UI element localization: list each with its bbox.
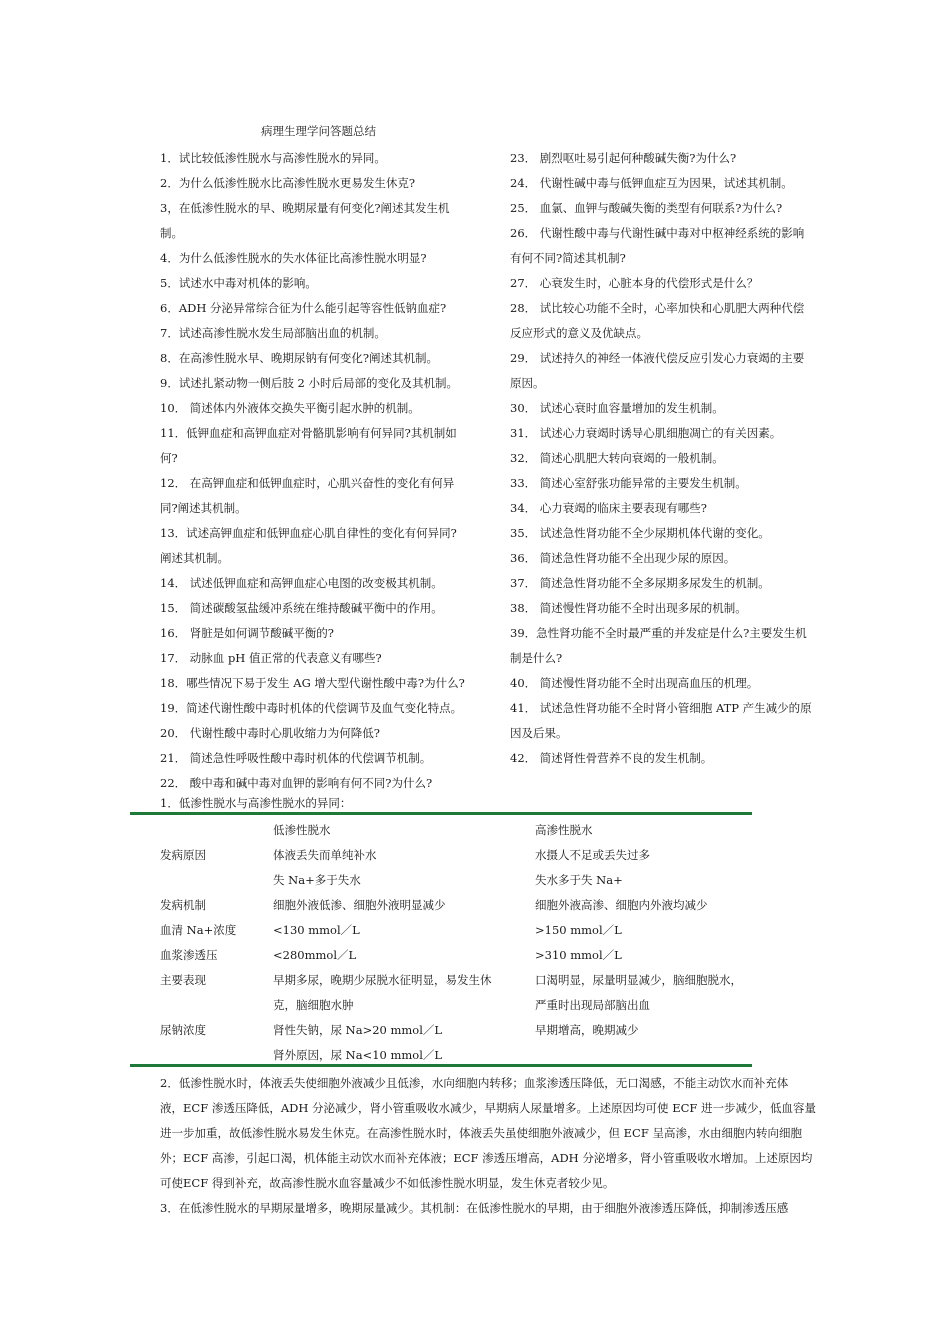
question-line: 7．试述高渗性脱水发生局部脑出血的机制。 bbox=[160, 326, 386, 340]
question-line: 29． 试述持久的神经一体液代偿反应引发心力衰竭的主要 bbox=[510, 351, 805, 365]
table-cell: 肾性失钠，尿 Na>20 mmol／L bbox=[273, 1023, 443, 1037]
table-cell: 失 Na+多于失水 bbox=[273, 873, 361, 887]
question-line: 38． 简述慢性肾功能不全时出现多尿的机制。 bbox=[510, 601, 747, 615]
question-line: 2．为什么低渗性脱水比高渗性脱水更易发生休克? bbox=[160, 176, 415, 190]
question-line: 制。 bbox=[160, 226, 183, 240]
question-line: 35． 试述急性肾功能不全少尿期机体代谢的变化。 bbox=[510, 526, 770, 540]
question-line: 25． 血氯、血钾与酸碱失衡的类型有何联系?为什么? bbox=[510, 201, 783, 215]
question-line: 9．试述扎紧动物一侧后肢 2 小时后局部的变化及其机制。 bbox=[160, 376, 458, 390]
paragraph-line: 3．在低渗性脱水的早期尿量增多，晚期尿量减少。其机制：在低渗性脱水的早期，由于细胞外液渗透压降低，抑制渗透压感 bbox=[160, 1201, 789, 1215]
question-line: 8．在高渗性脱水早、晚期尿钠有何变化?阐述其机制。 bbox=[160, 351, 438, 365]
table-cell: 严重时出现局部脑出血 bbox=[535, 998, 650, 1012]
table-cell: >150 mmol／L bbox=[535, 923, 622, 937]
header-cell: 高渗性脱水 bbox=[535, 823, 593, 837]
question-line: 5．试述水中毒对机体的影响。 bbox=[160, 276, 317, 290]
table-top-rule bbox=[130, 812, 752, 815]
question-line: 阐述其机制。 bbox=[160, 551, 229, 565]
table-cell: 发病机制 bbox=[160, 898, 206, 912]
table-cell: 尿钠浓度 bbox=[160, 1023, 206, 1037]
question-line: 39．急性肾功能不全时最严重的并发症是什么?主要发生机 bbox=[510, 626, 807, 640]
paragraph-line: 外；ECF 高渗，引起口渴，机体能主动饮水而补充体液；ECF 渗透压增高，ADH 分泌增多，肾小管重吸收水增加。上述原因均 bbox=[160, 1151, 813, 1165]
table-cell: 肾外原因，尿 Na<10 mmol／L bbox=[273, 1048, 443, 1062]
table-cell: 失水多于失 Na+ bbox=[535, 873, 623, 887]
question-line: 有何不同?简述其机制? bbox=[510, 251, 626, 265]
question-line: 24． 代谢性碱中毒与低钾血症互为因果，试述其机制。 bbox=[510, 176, 793, 190]
question-line: 15． 简述碳酸氢盐缓冲系统在维持酸碱平衡中的作用。 bbox=[160, 601, 443, 615]
table-cell: 血浆渗透压 bbox=[160, 948, 218, 962]
paragraph-line: 可使ECF 得到补充，故高渗性脱水血容量减少不如低渗性脱水明显，发生休克者较少见。 bbox=[160, 1176, 615, 1190]
question-line: 37． 简述急性肾功能不全多尿期多尿发生的机制。 bbox=[510, 576, 770, 590]
paragraph-line: 液，ECF 渗透压降低，ADH 分泌减少，肾小管重吸收水减少，早期病人尿量增多。上述原因均可使 ECF 进一步减少，低血容量 bbox=[160, 1101, 817, 1115]
question-line: 10． 简述体内外液体交换失平衡引起水肿的机制。 bbox=[160, 401, 420, 415]
table-cell: 体液丢失而单纯补水 bbox=[273, 848, 377, 862]
question-line: 31． 试述心力衰竭时诱导心肌细胞凋亡的有关因素。 bbox=[510, 426, 782, 440]
question-line: 18．哪些情况下易于发生 AG 增大型代谢性酸中毒?为什么? bbox=[160, 676, 465, 690]
question-line: 28． 试比较心功能不全时，心率加快和心肌肥大两种代偿 bbox=[510, 301, 805, 315]
table-cell: 口渴明显，尿量明显减少，脑细胞脱水， bbox=[535, 973, 742, 987]
paragraph-line: 进一步加重，故低渗性脱水易发生休克。在高渗性脱水时，体液丢失虽使细胞外液减少，但 ECF 呈高渗，水由细胞内转向细胞 bbox=[160, 1126, 802, 1140]
question-line: 12． 在高钾血症和低钾血症时，心肌兴奋性的变化有何异 bbox=[160, 476, 455, 490]
page-title: 病理生理学问答题总结 bbox=[261, 124, 376, 138]
question-line: 19．简述代谢性酸中毒时机体的代偿调节及血气变化特点。 bbox=[160, 701, 463, 715]
table-bottom-rule bbox=[130, 1064, 752, 1067]
answer-2-paragraph bbox=[160, 1071, 817, 1196]
question-line: 22． 酸中毒和碱中毒对血钾的影响有何不同?为什么? bbox=[160, 776, 433, 790]
question-line: 原因。 bbox=[510, 376, 545, 390]
header-cell: 低渗性脱水 bbox=[273, 823, 331, 837]
question-line: 3，在低渗性脱水的早、晚期尿量有何变化?阐述其发生机 bbox=[160, 201, 450, 215]
question-line: 40． 简述慢性肾功能不全时出现高血压的机理。 bbox=[510, 676, 759, 690]
question-line: 反应形式的意义及优缺点。 bbox=[510, 326, 648, 340]
question-line: 1．试比较低渗性脱水与高渗性脱水的异同。 bbox=[160, 151, 386, 165]
question-line: 14． 试述低钾血症和高钾血症心电图的改变极其机制。 bbox=[160, 576, 443, 590]
question-list-left bbox=[160, 146, 465, 796]
question-line: 何? bbox=[160, 451, 178, 465]
table-cell: 血清 Na+浓度 bbox=[160, 923, 237, 937]
question-line: 32． 简述心肌肥大转向衰竭的一般机制。 bbox=[510, 451, 724, 465]
question-line: 34． 心力衰竭的临床主要表现有哪些? bbox=[510, 501, 707, 515]
question-line: 20． 代谢性酸中毒时心肌收缩力为何降低? bbox=[160, 726, 380, 740]
question-line: 27． 心衰发生时，心脏本身的代偿形式是什么？ bbox=[510, 276, 759, 290]
question-line: 23． 剧烈呕吐易引起何种酸碱失衡?为什么? bbox=[510, 151, 737, 165]
question-line: 41． 试述急性肾功能不全时肾小管细胞 ATP 产生减少的原 bbox=[510, 701, 812, 715]
question-line: 17． 动脉血 pH 值正常的代表意义有哪些? bbox=[160, 651, 382, 665]
question-line: 13．试述高钾血症和低钾血症心肌自律性的变化有何异同? bbox=[160, 526, 457, 540]
question-line: 制是什么? bbox=[510, 651, 563, 665]
table-cell: 发病原因 bbox=[160, 848, 206, 862]
table-cell: >310 mmol／L bbox=[535, 948, 622, 962]
table-cell: <130 mmol／L bbox=[273, 923, 360, 937]
question-line: 42． 简述肾性骨营养不良的发生机制。 bbox=[510, 751, 713, 765]
table-cell: 早期增高，晚期减少 bbox=[535, 1023, 639, 1037]
question-list-right bbox=[510, 146, 812, 771]
question-line: 33． 简述心室舒张功能异常的主要发生机制。 bbox=[510, 476, 747, 490]
answer-1-heading: 1．低渗性脱水与高渗性脱水的异同： bbox=[160, 796, 352, 810]
question-line: 36． 简述急性肾功能不全出现少尿的原因。 bbox=[510, 551, 736, 565]
question-line: 26． 代谢性酸中毒与代谢性碱中毒对中枢神经系统的影响 bbox=[510, 226, 805, 240]
paragraph-line: 2．低渗性脱水时，体液丢失使细胞外液减少且低渗，水向细胞内转移；血浆渗透压降低，无口渴感，不能主动饮水而补充体 bbox=[160, 1076, 789, 1090]
answer-3-paragraph bbox=[160, 1196, 810, 1221]
table-cell: 早期多尿，晚期少尿脱水征明显，易发生休 bbox=[273, 973, 492, 987]
question-line: 30． 试述心衰时血容量增加的发生机制。 bbox=[510, 401, 724, 415]
table-cell: 主要表现 bbox=[160, 973, 206, 987]
question-line: 同?阐述其机制。 bbox=[160, 501, 247, 515]
table-cell: 水摄人不足或丢失过多 bbox=[535, 848, 650, 862]
question-line: 因及后果。 bbox=[510, 726, 568, 740]
table-cell: 细胞外液高渗、细胞内外液均减少 bbox=[535, 898, 708, 912]
table-cell: 克，脑细胞水肿 bbox=[273, 998, 354, 1012]
table-cell: 细胞外液低渗、细胞外液明显减少 bbox=[273, 898, 446, 912]
question-line: 6．ADH 分泌异常综合征为什么能引起等容性低钠血症? bbox=[160, 301, 447, 315]
question-line: 21． 简述急性呼吸性酸中毒时机体的代偿调节机制。 bbox=[160, 751, 432, 765]
question-line: 4．为什么低渗性脱水的失水体征比高渗性脱水明显? bbox=[160, 251, 427, 265]
question-line: 11．低钾血症和高钾血症对骨骼肌影响有何异同?其机制如 bbox=[160, 426, 457, 440]
table-cell: <280mmol／L bbox=[273, 948, 357, 962]
question-line: 16． 肾脏是如何调节酸碱平衡的? bbox=[160, 626, 334, 640]
